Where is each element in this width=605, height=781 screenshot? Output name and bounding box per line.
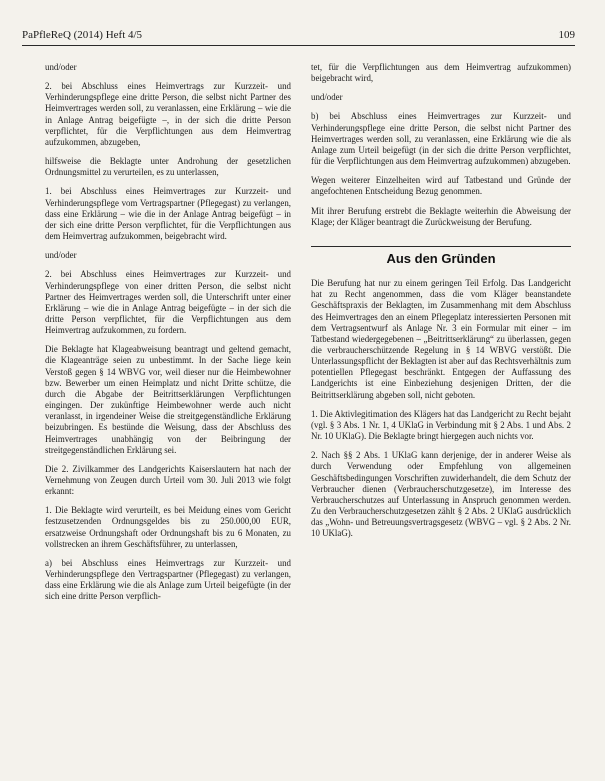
paragraph: 1. Die Aktivlegitimation des Klägers hat das Landgericht zu Recht bejaht (vgl. § 3 Abs. 1 Nr. 1, 4 UKlaG in Verbindung mit § 2 Abs. 1 und Abs. 2 Nr. 10 UKlaG). Die Beklagte bringt hiergegen auch nichts vor.: [311, 408, 572, 442]
paragraph: hilfsweise die Beklagte unter Androhung der gesetzlichen Ordnungsmittel zu verurteilen, es zu unterlassen,: [45, 156, 291, 178]
paragraph: b) bei Abschluss eines Heimvertrages zur Kurzzeit- und Verhinderungspflege eine dritte Person, die selbst nicht Partner des Heimvertrages werden soll, zu veranlassen, eine Erklärung wie die als Anlage zum Urteil beigefügt (in der sich die dritte Person verpflichtet, für die Verpflichtungen aus dem Heimvertrag aufzukommen) abzugeben.: [311, 111, 571, 167]
paragraph: Wegen weiterer Einzelheiten wird auf Tatbestand und Gründe der angefochtenen Entscheidung Bezug genommen.: [311, 175, 571, 197]
page-number: 109: [558, 29, 575, 41]
paragraph: 2. bei Abschluss eines Heimvertrages zur Kurzzeit- und Verhinderungspflege von einer dritten Person, die selbst nicht Partner des Heimvertrages werden soll, die Unterschrift unter einer Erklärung – wie die in Anlage Antrag beigefügte – in der sich die dritte Person verpflichtet, für die Verpflichtungen aus dem Heimvertrag aufzukommen, zu fordern.: [45, 269, 291, 336]
paragraph: Die Berufung hat nur zu einem geringen Teil Erfolg. Das Landgericht hat zu Recht angenommen, dass die vom Kläger beanstandete Geschäftspraxis der Beklagten, im Zusammenhang mit dem Abschluss des Heimvertrages den an einem Pflegeplatz interessierten Personen mit dem Vertragsentwurf als Anlage Nr. 3 ein Formular mit einer – im Tatbestand wiedergegebenen – „Beitrittserklärung“ zu überlassen, gegen die verbraucherschützende Regelung in § 14 WBVG verstößt. Die Unterlassungspflicht der Beklagten ist aber auf das Rechtsverhältnis zum potentiellen Pflegegast beschränkt. Entgegen der Auffassung des Landgerichts ist eine Einbeziehung desjenigen Dritten, der die Beitrittserklärung abgeben soll, nicht geboten.: [311, 278, 571, 400]
paragraph: Mit ihrer Berufung erstrebt die Beklagte weiterhin die Abweisung der Klage; der Kläger beantragt die Zurückweisung der Berufung.: [311, 205, 571, 227]
paragraph: und/oder: [311, 92, 343, 103]
paragraph: a) bei Abschluss eines Heimvertrags zur Kurzzeit- und Verhinderungspflege den Vertragspartner (Pflegegast) zu verlangen, dass eine Erklärung wie die als Anlage zum Urteil beigefügte (in der sich eine dritte Person verpflich-: [45, 557, 291, 602]
paragraph: und/oder: [45, 62, 77, 72]
paragraph: Die Beklagte hat Klageabweisung beantragt und geltend gemacht, die Klageanträge seien zu unbestimmt. In der Sache liege kein Verstoß gegen § 14 WBVG vor, weil dieser nur die Heimbewohner bzw. Bewerber um einen Heimplatz und nicht Dritte schütze, die durch die Abgabe der Beitrittserklärungen Verpflichtungen eingingen. Der zukünftige Heimbewohner werde auch nicht veranlasst, in irgendeiner Weise die streitgegenständliche Erklärung beizubringen. Es bestünde die Weisung, dass der Abschluss des Heimvertrages unabhängig von der Beibringung der streitgegenständlichen Erklärung sei.: [45, 344, 291, 455]
paragraph: Die 2. Zivilkammer des Landgerichts Kaiserslautern hat nach der Vernehmung von Zeugen durch Urteil vom 30. Juli 2013 wie folgt erkannt:: [45, 463, 291, 497]
paragraph: 1. Die Beklagte wird verurteilt, es bei Meidung eines vom Gericht festzusetzenden Ordnungsgeldes bis zu 250.000,00 EUR, ersatzweise Ordnungshaft oder Ordnungshaft bis zu 6 Monaten, zu vollstrecken an ihrem Geschäftsführer, zu unterlassen,: [45, 505, 291, 549]
right-column: [311, 62, 571, 547]
paragraph: 2. Nach §§ 2 Abs. 1 UKlaG kann derjenige, der in anderer Weise als durch Verwendung oder Empfehlung von allgemeinen Geschäftsbedingungen Vorschriften zuwiderhandelt, die dem Schutz der Verbraucher dienen (Verbraucherschutzgesetze), im Interesse des Verbraucherschutzes auf Unterlassung in Anspruch genommen werden. Zu den Verbraucherschutzgesetzen zählt § 2 Abs. 2 UKlaG ausdrücklich das „Wohn- und Betreuungsvertragsgesetz (WBVG – vgl. § 2 Abs. 2 Nr. 10 UKlaG).: [311, 450, 571, 539]
section-heading: Aus den Gründen: [386, 250, 496, 266]
paragraph: 1. bei Abschluss eines Heimvertrages zur Kurzzeit- und Verhinderungspflege vom Vertragspartner (Pflegegast) zu verlangen, dass eine Erklärung – wie die in der Anlage Antrag beigefügt – in der sich eine dritte Person verpflichtet, für die Verpflichtungen aus dem Heimvertrag aufzukommen, beigebracht wird.: [45, 186, 291, 242]
running-head: [22, 29, 575, 46]
section-divider: [311, 246, 571, 247]
left-column: [45, 62, 291, 611]
paragraph: und/oder: [45, 250, 77, 261]
journal-title: PaPfleReQ (2014) Heft 4/5: [22, 29, 143, 41]
paragraph: 2. bei Abschluss eines Heimvertrags zur Kurzzeit- und Verhinderungspflege eine dritte Person, die selbst nicht Partner des Heimvertrages werden soll, zu veranlassen, eine Erklärung – wie die in Anlage Antrag beigefügte –, in der sich die dritte Person verpflichtet, für die Verpflichtungen aus dem Heimvertrag aufzukommen, abzugeben,: [45, 81, 291, 147]
paragraph: tet, für die Verpflichtungen aus dem Heimvertrag aufzukommen) beigebracht wird,: [311, 62, 571, 84]
